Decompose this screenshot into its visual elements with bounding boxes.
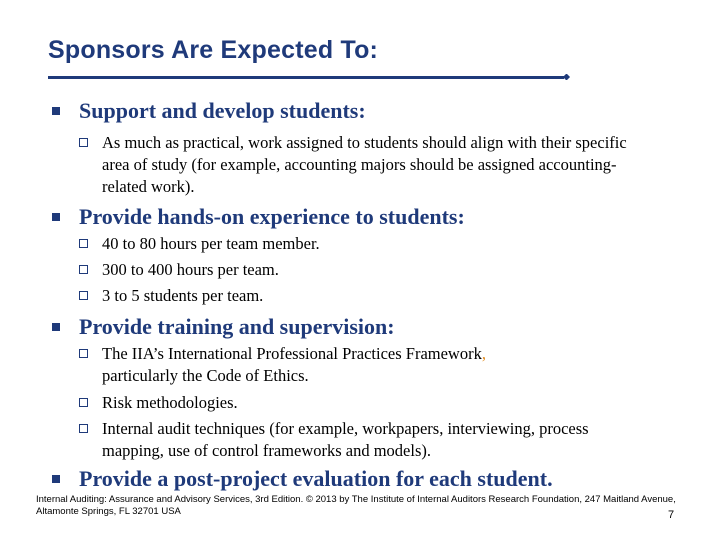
hollow-square-bullet-icon bbox=[79, 138, 88, 147]
section-heading-text: Support and develop students: bbox=[79, 98, 366, 123]
page-number: 7 bbox=[668, 509, 675, 521]
square-bullet-icon bbox=[52, 213, 60, 221]
section-heading-text: Provide hands-on experience to students: bbox=[79, 204, 465, 229]
list-item-text: 300 to 400 hours per team. bbox=[102, 260, 279, 279]
list-item bbox=[79, 132, 639, 198]
list-item-text-part: The IIA’s International Professional Practices Framework bbox=[102, 344, 482, 363]
list-item bbox=[79, 285, 639, 307]
list-item-text bbox=[102, 343, 642, 387]
list-item-text: Risk methodologies. bbox=[102, 393, 238, 412]
hollow-square-bullet-icon bbox=[79, 239, 88, 248]
section-heading-text: Provide a post-project evaluation for each student. bbox=[79, 466, 553, 491]
hollow-square-bullet-icon bbox=[79, 265, 88, 274]
section-heading-text: Provide training and supervision: bbox=[79, 314, 395, 339]
list-item-text: 3 to 5 students per team. bbox=[102, 286, 264, 305]
footer-citation: Internal Auditing: Assurance and Advisory Services, 3rd Edition. © 2013 by The Institute of Internal Auditors Research Foundation, 247 Maitland Avenue, Altamonte Springs, FL 32701 USA bbox=[36, 494, 676, 517]
list-item bbox=[79, 233, 639, 255]
square-bullet-icon bbox=[52, 475, 60, 483]
list-item-text: As much as practical, work assigned to students should align with their specific area of study (for example, accounting majors should be assigned accounting-related work). bbox=[102, 133, 627, 196]
list-item bbox=[79, 392, 639, 414]
list-item bbox=[79, 259, 639, 281]
hollow-square-bullet-icon bbox=[79, 398, 88, 407]
list-item bbox=[79, 418, 639, 462]
list-item bbox=[79, 343, 639, 387]
highlighted-comma: , bbox=[481, 344, 486, 363]
square-bullet-icon bbox=[52, 323, 60, 331]
title-underline bbox=[48, 74, 572, 80]
square-bullet-icon bbox=[52, 107, 60, 115]
list-item-text-part: particularly the Code of Ethics. bbox=[102, 366, 309, 385]
list-item-text: Internal audit techniques (for example, workpapers, interviewing, process mapping, use of control frameworks and models). bbox=[102, 419, 589, 460]
hollow-square-bullet-icon bbox=[79, 291, 88, 300]
list-item-text: 40 to 80 hours per team member. bbox=[102, 234, 320, 253]
hollow-square-bullet-icon bbox=[79, 424, 88, 433]
page-title: Sponsors Are Expected To: bbox=[48, 36, 379, 64]
hollow-square-bullet-icon bbox=[79, 349, 88, 358]
